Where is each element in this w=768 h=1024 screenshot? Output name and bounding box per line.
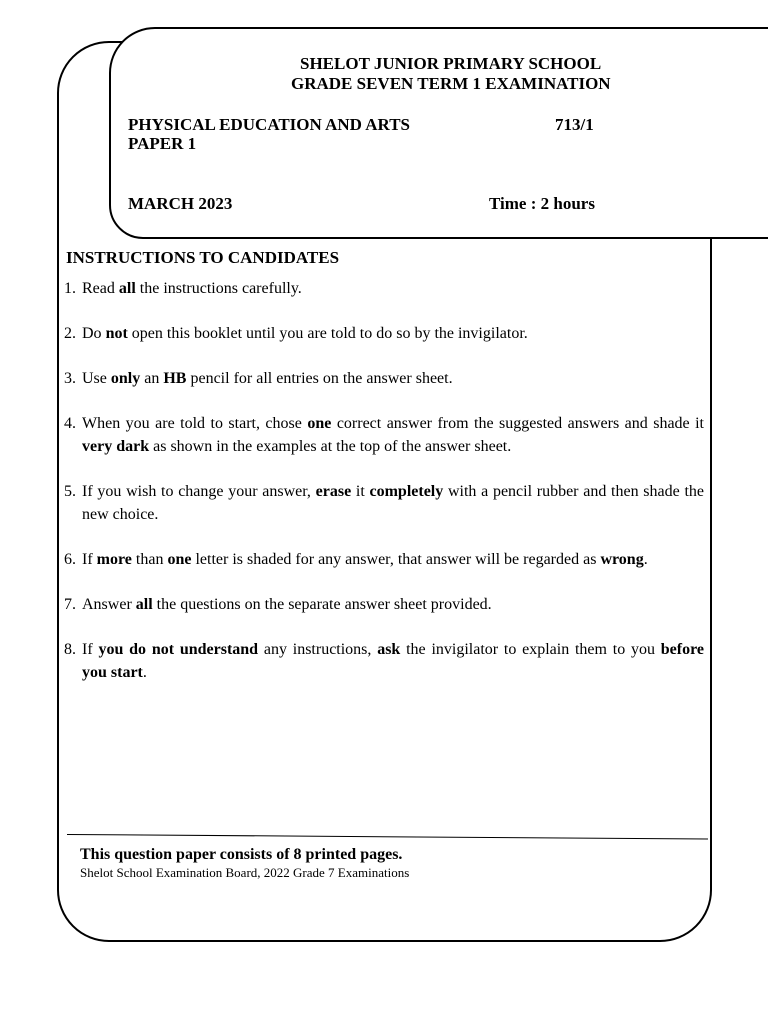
instruction-item — [64, 367, 704, 390]
instruction-text: than — [131, 551, 168, 568]
instruction-text: When you are told to start, chose — [82, 415, 308, 432]
instruction-emphasis: ask — [377, 641, 401, 658]
instruction-emphasis: all — [118, 280, 136, 297]
instruction-number: 8. — [64, 641, 76, 658]
instruction-text: pencil for all entries on the answer sheet. — [186, 370, 453, 387]
instruction-emphasis: one — [167, 551, 192, 568]
instruction-item — [64, 638, 704, 684]
exam-title: GRADE SEVEN TERM 1 EXAMINATION — [291, 74, 611, 93]
instruction-number: 1. — [64, 280, 76, 297]
instruction-emphasis: wrong — [600, 551, 644, 568]
printed-pages-note: This question paper consists of 8 printed pages. — [80, 846, 403, 863]
instruction-item — [64, 593, 704, 616]
instruction-text: Do — [82, 325, 106, 342]
instruction-text: open this booklet until you are told to do so by the invigilator. — [127, 325, 528, 342]
instruction-text: with a pencil rubber and then shade the new choice. — [82, 483, 704, 523]
instruction-text: If — [82, 551, 97, 568]
instruction-text: . — [142, 664, 147, 681]
instruction-text: the questions on the separate answer sheet provided. — [152, 596, 492, 613]
instruction-item — [64, 277, 704, 300]
instruction-emphasis: you do not understand — [98, 641, 259, 658]
instruction-emphasis: completely — [369, 483, 444, 500]
instruction-text: . — [643, 551, 648, 568]
instruction-item — [64, 548, 704, 571]
instruction-text: Use — [82, 370, 111, 387]
instruction-text: letter is shaded for any answer, that answer will be regarded as — [191, 551, 601, 568]
exam-board-note: Shelot School Examination Board, 2022 Grade 7 Examinations — [80, 865, 410, 880]
exam-date: MARCH 2023 — [128, 194, 233, 213]
instruction-text: an — [140, 370, 164, 387]
instructions-list — [64, 277, 704, 706]
instruction-text: it — [351, 483, 370, 500]
instruction-emphasis: before you start — [82, 641, 705, 681]
paper-number: PAPER 1 — [128, 134, 197, 153]
instruction-emphasis: one — [307, 415, 332, 432]
instruction-number: 6. — [64, 551, 76, 568]
paper-code: 713/1 — [555, 115, 594, 134]
instruction-item — [64, 412, 704, 458]
instruction-number: 3. — [64, 370, 76, 387]
instruction-text: If — [82, 641, 99, 658]
instruction-number: 5. — [64, 483, 76, 500]
instruction-emphasis: only — [110, 370, 141, 387]
instruction-text: the instructions carefully. — [135, 280, 302, 297]
instruction-text: as shown in the examples at the top of the answer sheet. — [149, 438, 512, 455]
instruction-number: 4. — [64, 415, 76, 432]
instruction-emphasis: not — [105, 325, 128, 342]
exam-duration: Time : 2 hours — [489, 194, 595, 213]
instruction-number: 2. — [64, 325, 76, 342]
instruction-item — [64, 480, 704, 526]
school-name: SHELOT JUNIOR PRIMARY SCHOOL — [300, 54, 602, 73]
instruction-emphasis: more — [96, 551, 132, 568]
subject-title: PHYSICAL EDUCATION AND ARTS — [128, 115, 411, 134]
instruction-emphasis: very dark — [82, 438, 150, 455]
instruction-emphasis: all — [135, 596, 153, 613]
instruction-item — [64, 322, 704, 345]
instruction-text: correct answer from the suggested answers and shade it — [331, 415, 705, 432]
instructions-heading: INSTRUCTIONS TO CANDIDATES — [66, 248, 340, 267]
instruction-emphasis: erase — [315, 483, 352, 500]
instruction-text: If you wish to change your answer, — [82, 483, 316, 500]
instruction-emphasis: HB — [163, 370, 187, 387]
instruction-text: Read — [82, 280, 119, 297]
instruction-text: any instructions, — [258, 641, 378, 658]
instruction-number: 7. — [64, 596, 76, 613]
instruction-text: Answer — [82, 596, 136, 613]
instruction-text: the invigilator to explain them to you — [400, 641, 661, 658]
